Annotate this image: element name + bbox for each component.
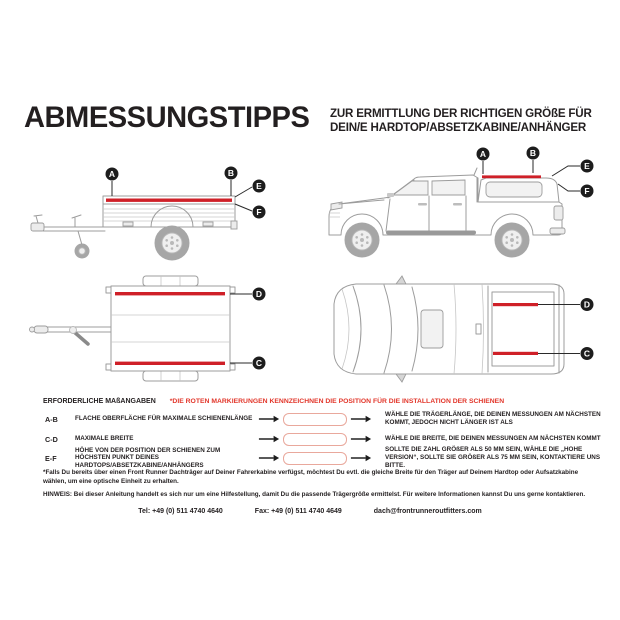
svg-text:D: D [583,299,591,310]
arrow-right-icon [350,415,372,423]
arrow-right-icon [258,435,280,443]
door-handle [453,203,462,206]
rail-marking-stripe [115,362,225,365]
tail-light [554,206,563,220]
trailer-box-top [111,286,230,371]
rail-marking-stripe [493,303,538,306]
truck-body-top [334,284,564,374]
rail-marking-stripe [106,199,232,202]
svg-text:E: E [584,161,590,171]
measurement-key: E-F [45,453,57,463]
trailer-fender-bottom [143,371,198,381]
sunroof [421,310,443,348]
front-wheel [345,223,380,258]
rear-wheel [495,223,530,258]
measurement-row-ab [45,409,605,429]
marker-b [527,147,540,174]
arrow-right-icon [258,454,280,462]
measurement-row-ef [45,447,605,469]
rail-marking-stripe [115,292,225,295]
measurement-description: MAXIMALE BREITE [75,435,134,443]
measurement-field [283,433,347,446]
marker-f [558,184,594,198]
marker-b [225,167,238,197]
measurement-field [283,452,347,465]
trailer-fender-top [143,276,198,286]
svg-text:C: C [583,348,591,359]
marker-f [235,204,266,219]
page-subtitle [330,107,608,135]
red-marking-note: *DIE ROTEN MARKIERUNGEN KENNZEICHNEN DIE POSITION FÜR DIE INSTALLATION DER SCHIENEN [169,398,505,405]
rail-marking-stripe [493,352,538,355]
trailer-drawbar [43,227,105,231]
measurement-instruction: WÄHLE DIE BREITE, DIE DEINEN MESSUNGEN AM NÄCHSTEN KOMMT [385,435,601,443]
measurements-heading: ERFORDERLICHE MAßANGABEN [43,398,156,405]
hinweis-note: HINWEIS: Bei dieser Anleitung handelt es sich nur um eine Hilfestellung, damit Du die passende Trägergröße ermittelst. Für weitere Informationen kannst Du uns gerne kontaktieren. [43,491,586,498]
svg-text:F: F [584,186,590,196]
door-handle [418,203,427,206]
marker-a [477,148,490,175]
trailer-side-view-drawing [18,148,310,282]
rear-bumper [550,228,565,234]
side-mirror [396,276,406,284]
page-title: ABMESSUNGSTIPPS [24,101,310,134]
measurement-key: C-D [45,434,58,444]
svg-text:F: F [256,207,262,217]
svg-text:A: A [479,149,487,159]
measurement-key: A-B [45,414,58,424]
subtitle-line-2: DEIN/E HARDTOP/ABSETZKABINE/ANHÄNGER [330,121,587,135]
truck-top-view-drawing [326,272,614,396]
arrow-right-icon [350,435,372,443]
side-mirror [396,374,406,382]
svg-text:D: D [255,289,263,299]
svg-text:B: B [227,168,235,178]
contact-fax: Fax: +49 (0) 511 4740 4649 [254,508,342,515]
measurement-field [283,413,347,426]
contact-email: dach@frontrunneroutfitters.com [373,508,482,515]
svg-text:C: C [255,358,263,368]
subtitle-line-1: ZUR ERMITTLUNG DER RICHTIGEN GRÖßE FÜR [330,107,592,120]
running-board [386,231,476,235]
front-door-window [393,181,428,195]
measurement-row-cd [45,432,605,446]
contact-line [0,508,620,515]
measurement-description: FLACHE OBERFLÄCHE FÜR MAXIMALE SCHIENENLÄNGE [75,415,253,423]
measurement-instruction: WÄHLE DIE TRÄGERLÄNGE, DIE DEINEN MESSUNGEN AM NÄCHSTEN KOMMT, JEDOCH NICHT LÄNGER IST ALS [385,411,601,426]
arrow-right-icon [350,454,372,462]
trailer-drawbar-top [46,327,111,332]
rail-marking-stripe [482,175,541,178]
measurements-header [43,398,504,405]
contact-tel: Tel: +49 (0) 511 4740 4640 [138,508,223,515]
marker-e [552,160,594,177]
rear-door-window [432,180,465,195]
svg-text:A: A [108,169,116,179]
trailer-hitch-coupler [31,223,44,231]
canopy-window [486,182,542,197]
measurement-description: HÖHE VON DER POSITION DER SCHIENEN ZUM HÖCHSTEN PUNKT DEINES HARDTOPS/ABSETZKABINE/ANHÄNGERS [75,446,221,469]
measurement-instruction: SOLLTE DIE ZAHL GRÖßER ALS 50 MM SEIN, WÄHLE DIE „HOHE VERSION“, SOLLTE SIE GRÖßER ALS 75 MM SEIN, KONTAKTIERE UNS BITTE. [385,446,601,469]
side-mirror [387,193,394,197]
trailer-top-view-drawing [18,268,310,398]
svg-text:E: E [256,181,262,191]
asterisk-footnote: *Falls Du bereits über einen Front Runner Dachträger auf Deiner Fahrerkabine verfügst, möchtest Du evtl. die gleiche Breite für den Träger auf Deinem Hardtop oder Aufsatzkabine wählen, um eine optische Einheit zu erhalten. [43,469,579,485]
svg-text:B: B [529,148,537,158]
marker-a [106,168,119,197]
truck-side-view-drawing [326,144,614,276]
marker-e [235,180,266,198]
arrow-right-icon [258,415,280,423]
